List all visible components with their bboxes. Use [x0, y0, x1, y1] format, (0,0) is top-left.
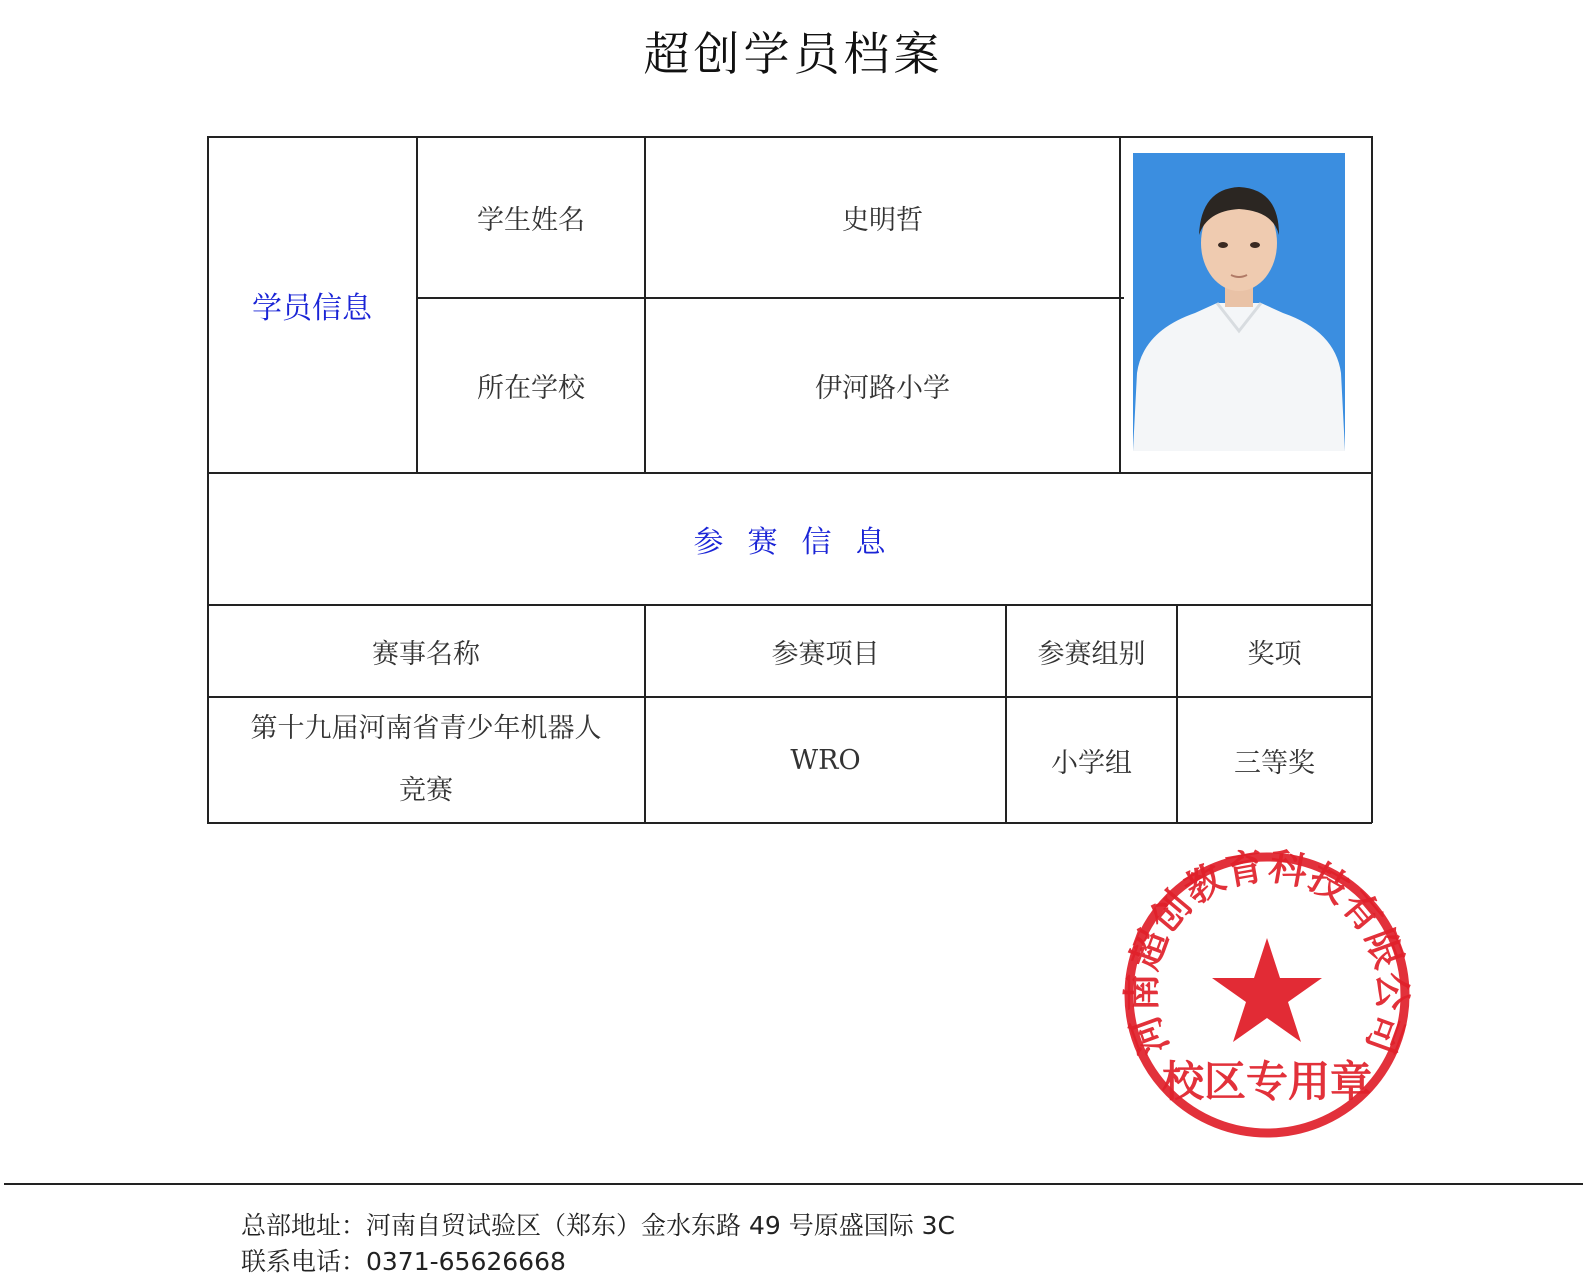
header-award: 奖项: [1247, 638, 1302, 670]
seal-inner-text: 校区专用章: [1161, 1057, 1373, 1106]
table-row-event-name: [207, 697, 645, 823]
table-row-project: WRO: [790, 744, 861, 776]
event-name-line-1: 第十九届河南省青少年机器人: [250, 713, 602, 744]
header-group: 参赛组别: [1037, 638, 1146, 670]
footer-phone: 联系电话：0371-65626668: [241, 1247, 566, 1276]
header-event-name: 赛事名称: [372, 638, 480, 670]
header-project: 参赛项目: [771, 638, 880, 670]
seal-outer-text: 河南超创教育科技有限公司: [1119, 846, 1415, 1061]
document-title: 超创学员档案: [643, 27, 944, 81]
student-photo: [1133, 153, 1345, 451]
footer-address: 总部地址：河南自贸试验区（郑东）金水东路 49 号原盛国际 3C: [241, 1211, 956, 1240]
school-value: 伊河路小学: [815, 373, 950, 404]
student-name-value: 史明哲: [842, 204, 923, 236]
seal-image: [1118, 846, 1416, 1144]
school-label: 所在学校: [477, 373, 585, 404]
footer-divider: [4, 1183, 1583, 1185]
seal-star-icon: [1212, 938, 1322, 1042]
student-portrait-image: [1133, 153, 1345, 451]
competition-section-label: 参赛信息: [693, 525, 910, 560]
official-seal: [1118, 846, 1416, 1144]
table-row-award: 三等奖: [1234, 747, 1315, 779]
event-name-line-2: 竞赛: [399, 775, 453, 806]
table-row-group: 小学组: [1051, 747, 1132, 779]
student-info-section-label: 学员信息: [252, 290, 372, 326]
student-name-label: 学生姓名: [477, 204, 585, 236]
